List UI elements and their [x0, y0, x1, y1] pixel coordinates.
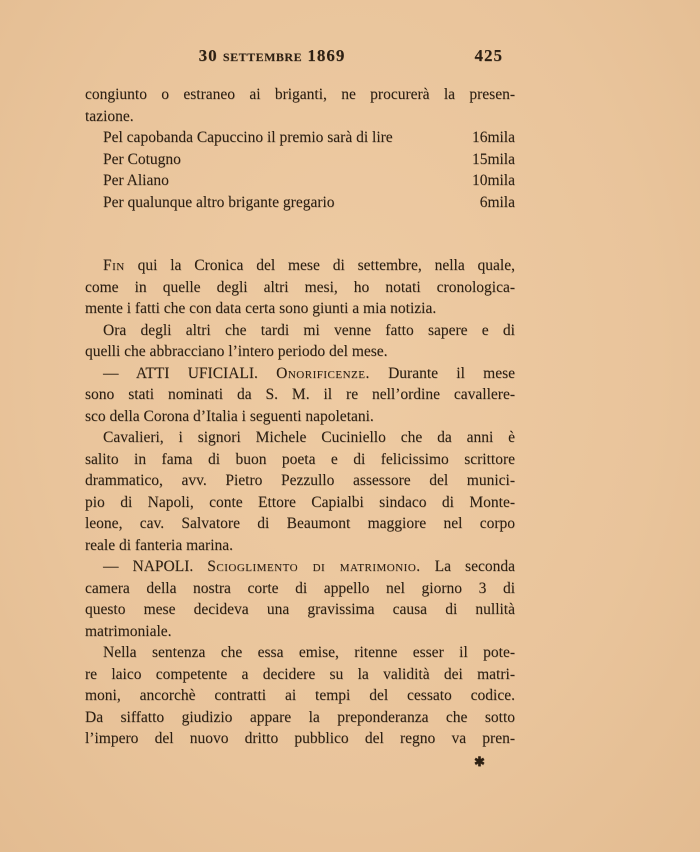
text-run: Durante il mese — [369, 364, 515, 382]
text-run: matrimoniale. — [85, 622, 172, 640]
text-block — [85, 84, 515, 750]
text-run: congiunto o estraneo ai briganti, ne procurerà la presen- — [85, 86, 515, 103]
text-line — [85, 492, 515, 514]
tariff-label: Per qualunque altro brigante gregario — [103, 193, 335, 211]
text-run: Ora degli altri che tardi mi venne fatto sapere e di — [103, 321, 515, 339]
tariff-row — [85, 127, 515, 149]
text-line — [85, 664, 515, 686]
tariff-value: 15mila — [471, 150, 515, 168]
printer-mark: ✱ — [474, 754, 485, 769]
text-run: camera della nostra corte di appello nel giorno 3 di — [85, 579, 515, 597]
paragraph — [85, 556, 515, 642]
tariff-value: 16mila — [471, 129, 515, 146]
text-run: salito in fama di buon poeta e di felicissimo scrittore — [85, 450, 515, 468]
paragraph — [85, 320, 515, 363]
tariff-label: Pel capobanda Capuccino il premio sarà di lire — [103, 129, 393, 146]
text-run: sono stati nominati da S. M. il re nell’ordine cavallere- — [85, 386, 515, 403]
text-line — [85, 470, 515, 492]
text-line — [85, 84, 515, 106]
text-line — [85, 449, 515, 471]
date-month: settembre — [222, 46, 303, 65]
text-run: — ATTI UFICIALI. — [103, 364, 277, 382]
text-run: drammatico, avv. Pietro Pezzullo assessore del munici- — [85, 472, 515, 489]
text-run: sco della Corona d’Italia i seguenti napoletani. — [85, 407, 374, 425]
text-line — [85, 384, 515, 406]
text-line — [85, 599, 515, 621]
paragraph — [85, 363, 515, 428]
text-run: re laico competente a decidere su la validità dei matri- — [85, 665, 515, 683]
page-number: 425 — [474, 46, 503, 65]
text-run: La seconda — [420, 558, 515, 575]
text-run: Da siffatto giudizio appare la preponderanza che sotto — [85, 708, 515, 726]
text-run: quelli che abbracciano l’intero periodo del mese. — [85, 343, 388, 360]
text-line — [85, 513, 515, 535]
text-run: mente i fatti che con data certa sono giunti a mia notizia. — [85, 300, 437, 317]
text-line — [85, 406, 515, 428]
text-run: come in quelle degli altri mesi, ho notati cronologica- — [85, 278, 515, 296]
tariff-value: 6mila — [479, 193, 515, 211]
text-run: tazione. — [85, 107, 134, 125]
text-line — [85, 427, 515, 449]
text-run: leone, cav. Salvatore di Beaumont maggiore nel corpo — [85, 515, 515, 532]
text-run: reale di fanteria marina. — [85, 536, 234, 554]
date-year: 1869 — [302, 46, 346, 65]
tariff-row — [85, 149, 515, 171]
tariff-row — [85, 192, 515, 214]
text-line — [85, 298, 515, 320]
text-run: qui la Cronica del mese di settembre, nella quale, — [124, 257, 515, 274]
smallcaps-run: Fin — [103, 257, 125, 274]
text-line — [85, 341, 515, 363]
text-run: l’impero del nuovo dritto pubblico del regno va pren- — [85, 730, 515, 747]
paragraph — [85, 84, 515, 127]
smallcaps-run: Scioglimento di matrimonio. — [207, 558, 421, 575]
running-head-date — [199, 46, 346, 66]
tariff-label: Per Cotugno — [103, 150, 181, 168]
text-line — [85, 578, 515, 600]
text-line — [85, 363, 515, 385]
tariff-value: 10mila — [471, 172, 515, 189]
date-day: 30 — [198, 46, 223, 65]
text-line — [85, 106, 515, 128]
text-line — [85, 728, 515, 750]
text-line — [85, 556, 515, 578]
text-line — [85, 320, 515, 342]
text-line — [85, 621, 515, 643]
text-line — [85, 255, 515, 277]
paragraph — [85, 642, 515, 750]
text-run: moni, ancorchè contratti ai tempi del cessato codice. — [85, 687, 515, 704]
tariff-row — [85, 170, 515, 192]
page-header — [85, 46, 515, 68]
text-line — [85, 642, 515, 664]
text-line — [85, 707, 515, 729]
text-run: pio di Napoli, conte Ettore Capialbi sindaco di Monte- — [85, 493, 515, 511]
text-line — [85, 535, 515, 557]
text-run: — NAPOLI. — [103, 558, 208, 575]
paragraph — [85, 427, 515, 556]
text-run: Nella sentenza che essa emise, ritenne esser il pote- — [103, 644, 515, 661]
section-break — [85, 213, 515, 255]
paragraph — [85, 255, 515, 320]
text-run: questo mese decideva una gravissima causa di nullità — [85, 601, 515, 618]
text-line — [85, 277, 515, 299]
reward-tariff-list — [85, 127, 515, 213]
text-line — [85, 685, 515, 707]
tariff-label: Per Aliano — [103, 172, 169, 189]
text-run: Cavalieri, i signori Michele Cuciniello che da anni è — [103, 429, 515, 446]
smallcaps-run: Onorificenze. — [276, 364, 370, 382]
